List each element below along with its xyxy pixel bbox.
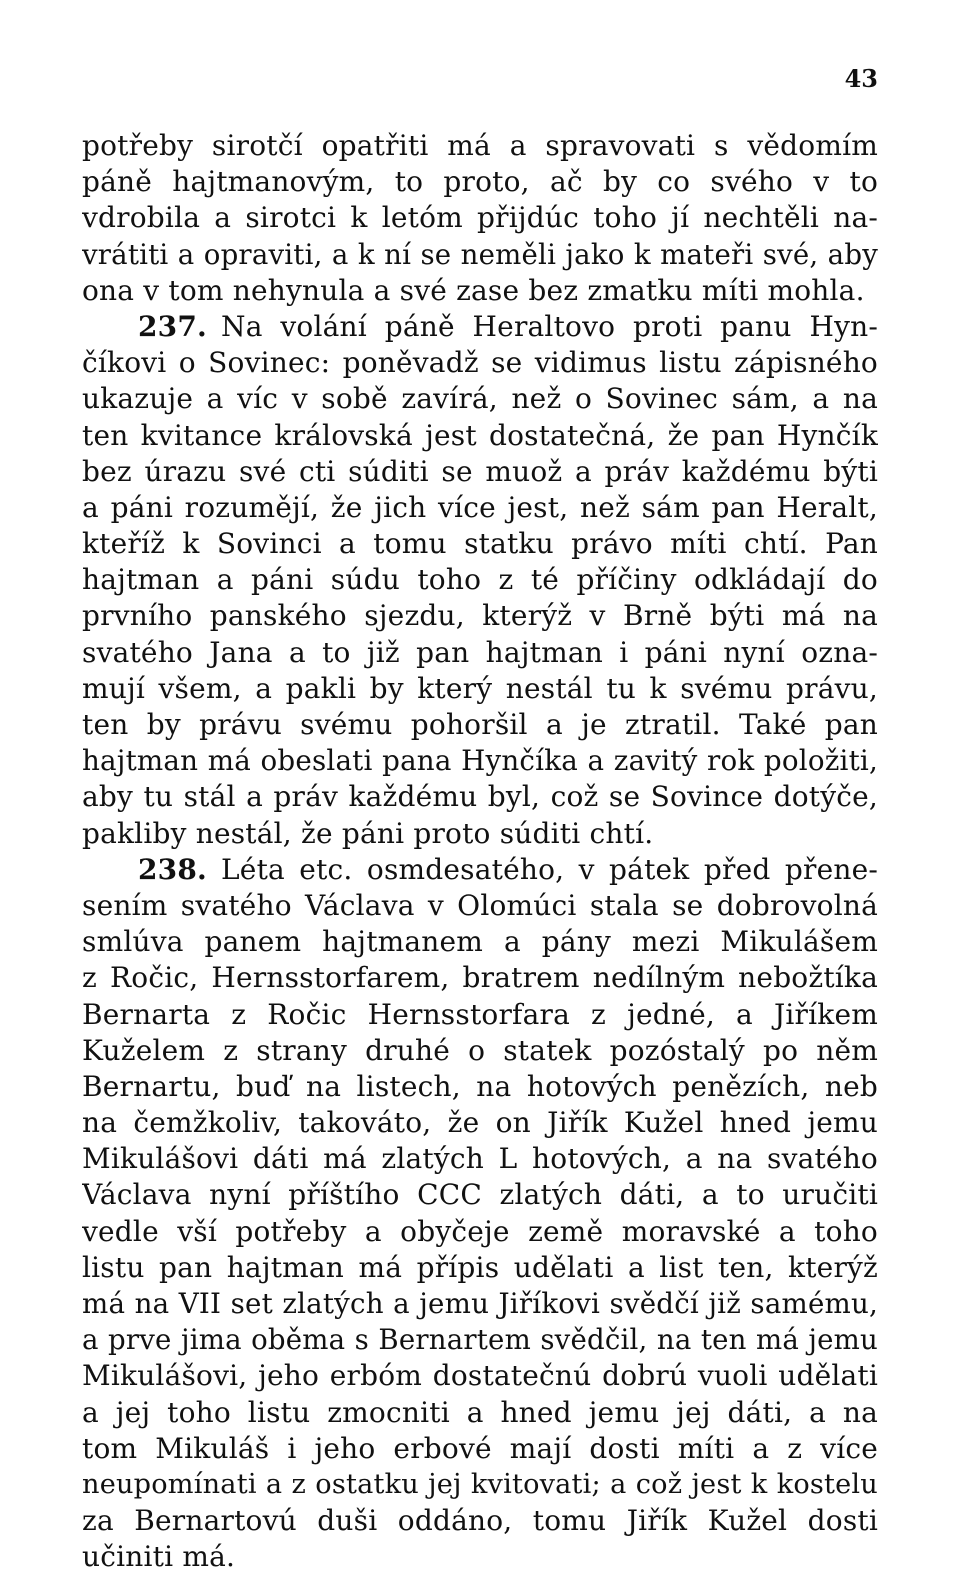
- text-line: má na VII set zlatých a jemu Jiříkovi svědčí již samému,: [82, 1287, 878, 1320]
- text-line: Mikulášovi dáti má zlatých L hotových, a na svatého: [82, 1142, 878, 1176]
- text-line: za Bernartovú duši oddáno, tomu Jiřík Kužel dosti: [82, 1504, 878, 1538]
- text-line: ukazuje a víc v sobě zavírá, než o Sovinec sám, a na: [82, 382, 878, 416]
- text-line: Kuželem z strany druhé o statek pozóstalý po něm: [82, 1033, 878, 1067]
- text-line: a prve jima oběma s Bernartem svědčil, na ten má jemu: [82, 1323, 878, 1357]
- text-line: z Ročic, Hernsstorfarem, bratrem nedílným nebožtíka: [82, 961, 878, 995]
- text-line: ten kvitance královská jest dostatečná, že pan Hynčík: [82, 418, 878, 452]
- text-line: vdrobila a sirotci k letóm přijdúc toho jí nechtěli na-: [82, 201, 878, 235]
- text-segment: Léta etc. osmdesatého, v pátek před přene-: [221, 852, 878, 886]
- text-line: mují všem, a pakli by který nestál tu k svému právu,: [82, 671, 878, 705]
- text-line: prvního panského sjezdu, kterýž v Brně býti má na: [82, 599, 878, 633]
- paragraph-number: 237.: [138, 309, 207, 343]
- paragraph-number: 238.: [138, 852, 207, 886]
- text-line: vedle vší potřeby a obyčeje země moravské a toho: [82, 1214, 878, 1248]
- page-number: 43: [844, 64, 878, 93]
- text-line: ona v tom nehynula a své zase bez zmatku míti mohla.: [82, 273, 865, 307]
- text-line: ten by právu svému pohoršil a je ztratil. Také pan: [82, 708, 878, 741]
- text-line: hajtman má obeslati pana Hynčíka a zavitý rok položiti,: [82, 744, 878, 778]
- text-line: hajtman a páni súdu toho z té příčiny odkládají do: [82, 563, 878, 597]
- text-line: a páni rozumějí, že jich více jest, než sám pan Heralt,: [82, 490, 878, 524]
- paragraph-first-line: [82, 852, 878, 888]
- text-line: Václava nyní příštího CCC zlatých dáti, a to uručiti: [82, 1178, 878, 1212]
- text-line: aby tu stál a práv každému byl, což se Sovince dotýče,: [82, 780, 878, 814]
- text-line: Mikulášovi, jeho erbóm dostatečnú dobrú vuoli udělati: [82, 1359, 878, 1393]
- text-line: číkovi o Sovinec: poněvadž se vidimus listu zápisného: [82, 346, 878, 380]
- body-text: [82, 128, 878, 1576]
- text-line: vrátiti a opraviti, a k ní se neměli jako k mateři své, aby: [82, 237, 878, 271]
- text-line: kteříž k Sovinci a tomu statku právo míti chtí. Pan: [82, 527, 878, 561]
- text-line: listu pan hajtman má přípis udělati a list ten, kterýž: [82, 1250, 878, 1284]
- text-line: sením svatého Václava v Olomúci stala se dobrovolná: [82, 888, 878, 922]
- text-line: neupomínati a z ostatku jej kvitovati; a což jest k kostelu: [82, 1468, 878, 1500]
- text-line: na čemžkoliv, takováto, že on Jiřík Kužel hned jemu: [82, 1106, 878, 1140]
- text-line: Bernarta z Ročic Hernsstorfara z jedné, a Jiříkem: [82, 997, 878, 1031]
- text-line: potřeby sirotčí opatřiti má a spravovati s vědomím: [82, 129, 878, 162]
- text-line: tom Mikuláš i jeho erbové mají dosti míti a z více: [82, 1431, 878, 1465]
- text-segment: Na volání páně Heraltovo proti panu Hyn-: [221, 309, 878, 343]
- text-line: svatého Jana a to již pan hajtman i páni nyní ozna-: [82, 635, 878, 669]
- text-line: učiniti má.: [82, 1540, 236, 1574]
- text-line: a jej toho listu zmocniti a hned jemu jej dáti, a na: [82, 1395, 878, 1429]
- text-line: bez úrazu své cti súditi se muož a práv každému býti: [82, 454, 878, 488]
- text-line: pakliby nestál, že páni proto súditi chtí.: [82, 816, 654, 850]
- text-line: páně hajtmanovým, to proto, ač by co svého v to: [82, 165, 878, 199]
- paragraph-first-line: [82, 309, 878, 345]
- text-line: Bernartu, buď na listech, na hotových penězích, neb: [82, 1069, 878, 1103]
- text-line: smlúva panem hajtmanem a pány mezi Mikulášem: [82, 925, 878, 959]
